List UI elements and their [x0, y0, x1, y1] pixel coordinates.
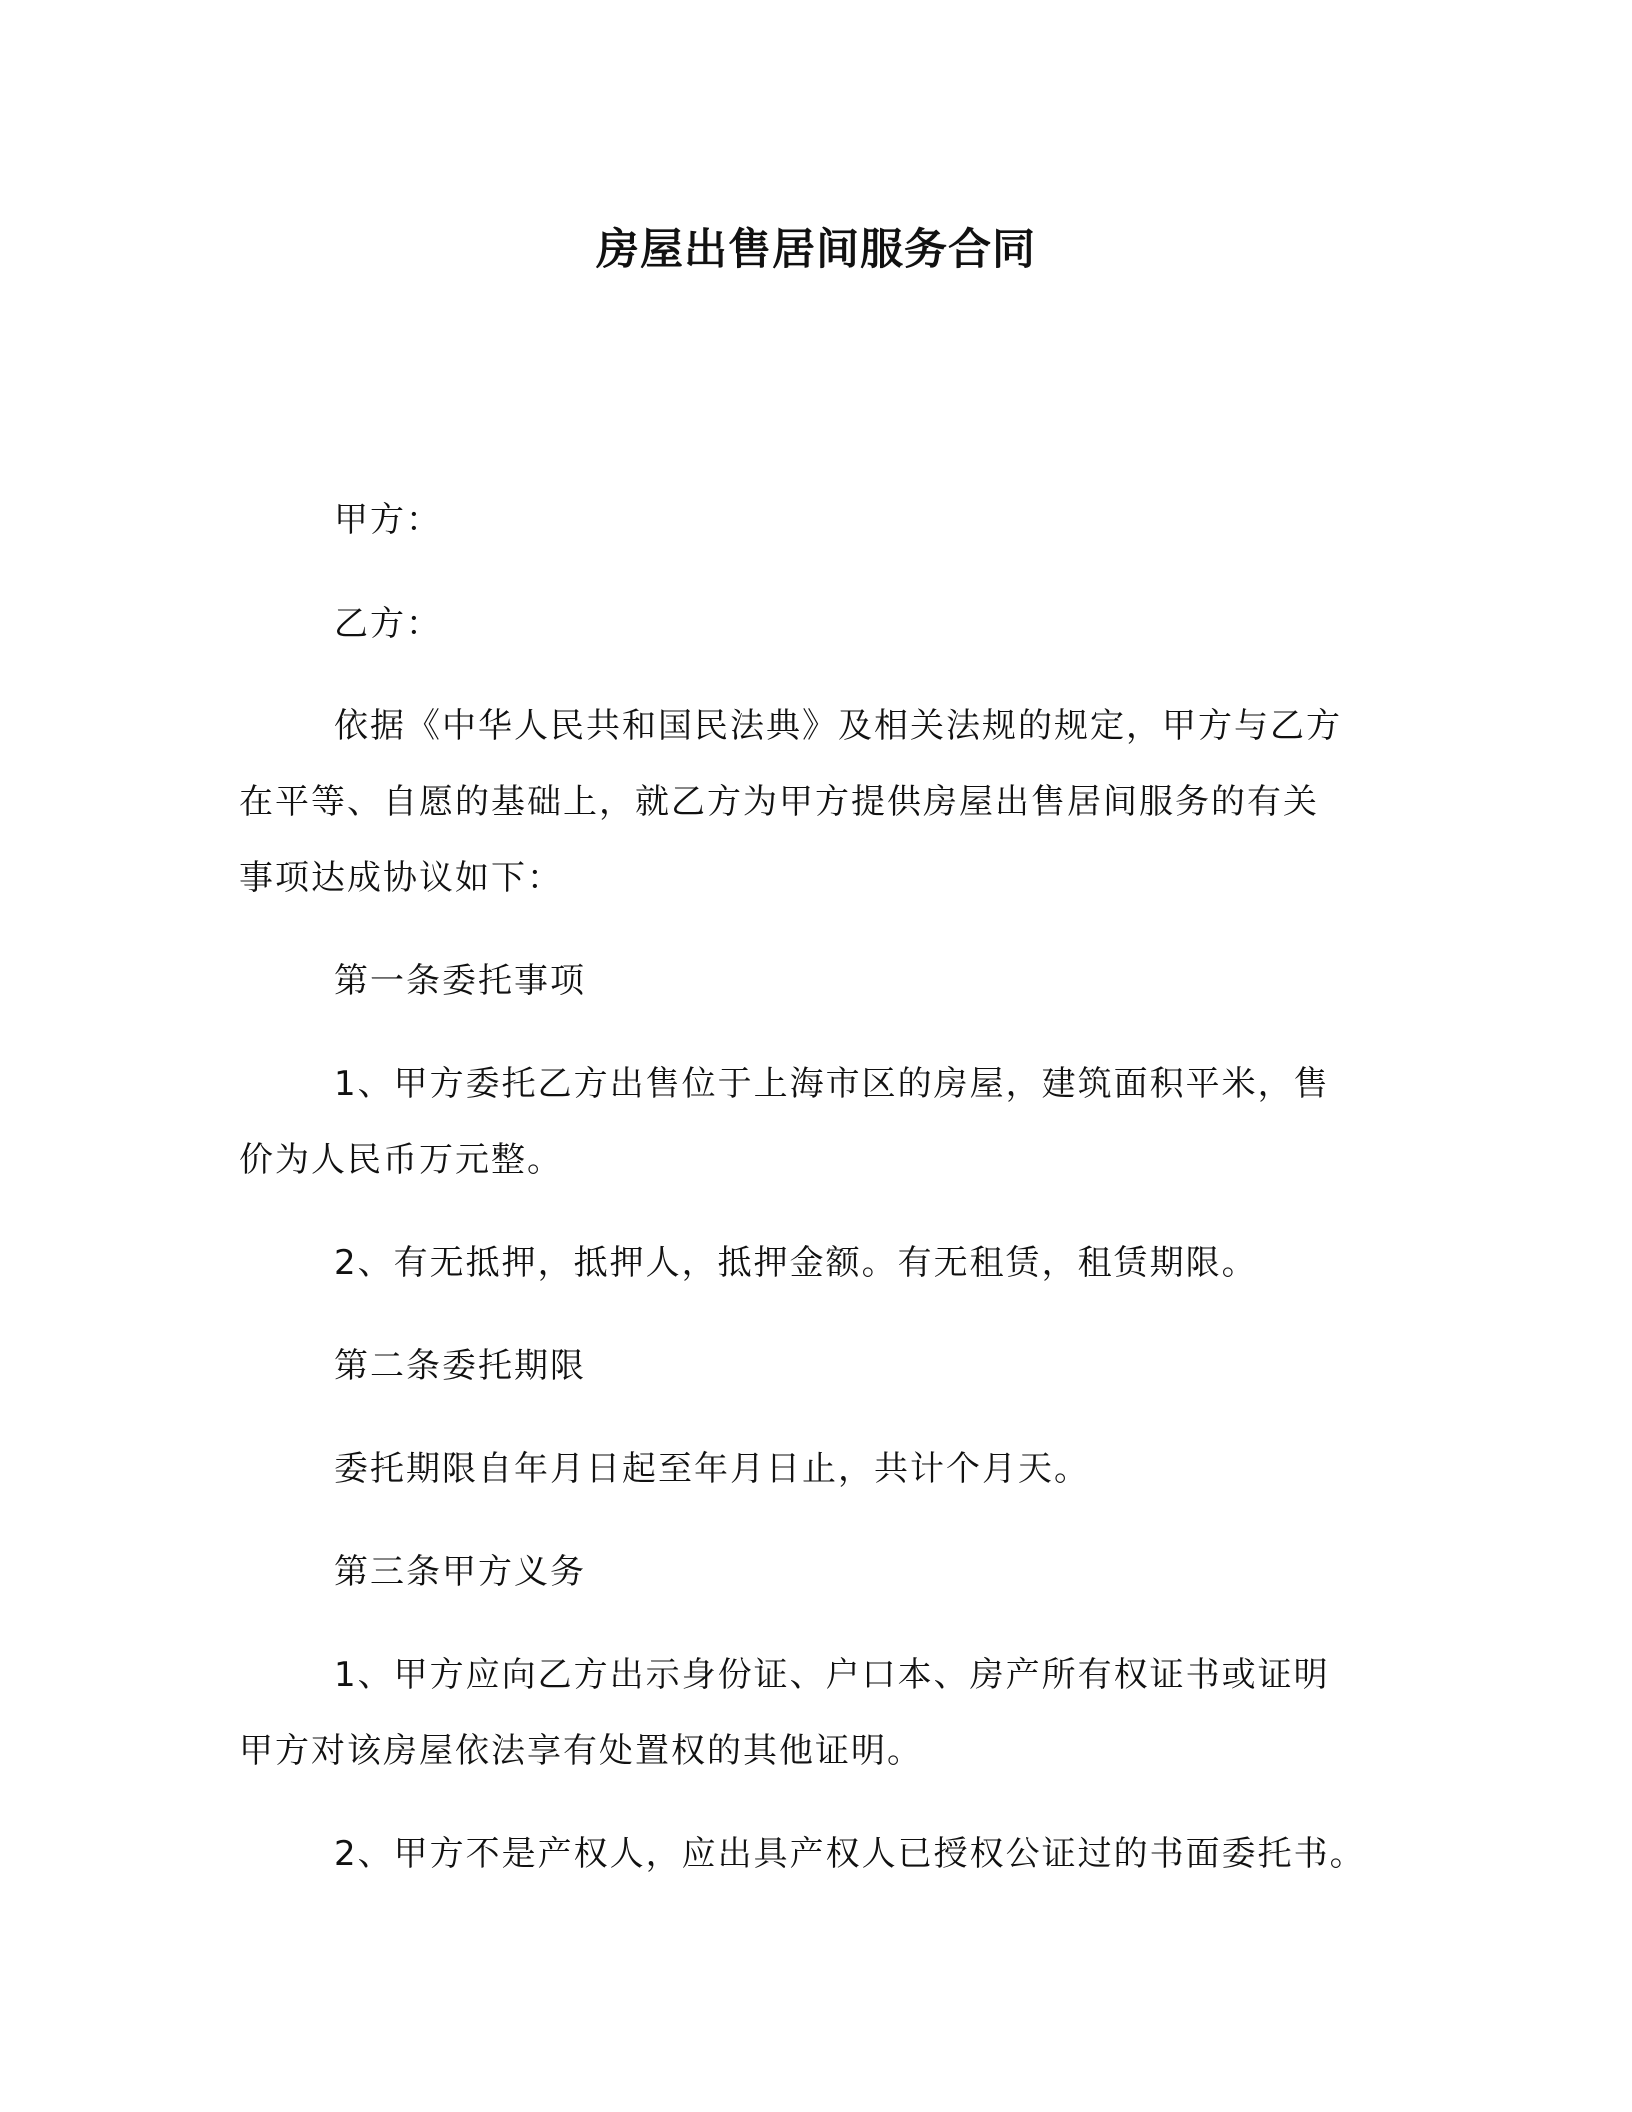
article-1-item-2: 2、有无抵押，抵押人，抵押金额。有无租赁，租赁期限。 — [334, 1243, 1258, 1283]
party-a-label: 甲方： — [334, 500, 442, 540]
article-3-item-2: 2、甲方不是产权人，应出具产权人已授权公证过的书面委托书。 — [334, 1834, 1366, 1874]
article-1-item-1-line-2: 价为人民币万元整。 — [239, 1140, 563, 1180]
intro-line-3: 事项达成协议如下： — [239, 858, 563, 898]
intro-line-1: 依据《中华人民共和国民法典》及相关法规的规定，甲方与乙方 — [334, 706, 1342, 746]
article-1-title: 第一条委托事项 — [334, 961, 586, 1001]
article-3-title: 第三条甲方义务 — [334, 1552, 586, 1592]
document-title: 房屋出售居间服务合同 — [596, 225, 1036, 275]
article-3-item-1-line-2: 甲方对该房屋依法享有处置权的其他证明。 — [239, 1731, 923, 1771]
article-2-text: 委托期限自年月日起至年月日止，共计个月天。 — [334, 1449, 1090, 1489]
article-2-title: 第二条委托期限 — [334, 1346, 586, 1386]
article-1-item-1-line-1: 1、甲方委托乙方出售位于上海市区的房屋，建筑面积平米，售 — [334, 1064, 1330, 1104]
party-b-label: 乙方： — [334, 604, 442, 644]
article-3-item-1-line-1: 1、甲方应向乙方出示身份证、户口本、房产所有权证书或证明 — [334, 1655, 1330, 1695]
intro-line-2: 在平等、自愿的基础上，就乙方为甲方提供房屋出售居间服务的有关 — [239, 782, 1319, 822]
